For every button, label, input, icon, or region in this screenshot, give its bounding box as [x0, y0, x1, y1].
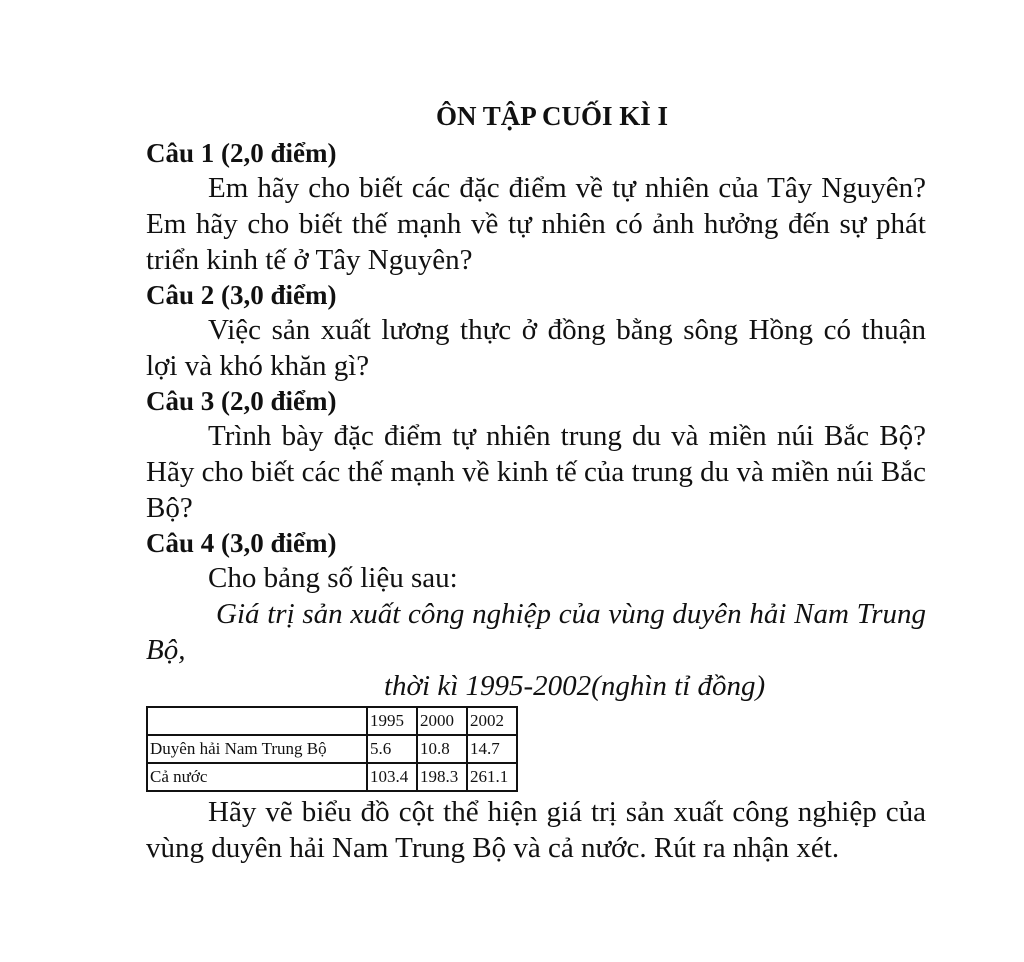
table-header-cell: 2002: [467, 707, 517, 735]
data-table: [146, 706, 518, 792]
table-header-cell: 1995: [367, 707, 417, 735]
table-cell: 261.1: [467, 763, 517, 791]
table-row: [147, 763, 517, 791]
table-cell: Cả nước: [147, 763, 367, 791]
question-1-heading: Câu 1 (2,0 điểm): [146, 138, 337, 168]
table-cell: 198.3: [417, 763, 467, 791]
table-header-cell: [147, 707, 367, 735]
document-page: [146, 96, 926, 866]
table-header-row: [147, 707, 517, 735]
table-cell: 10.8: [417, 735, 467, 763]
table-header-cell: 2000: [417, 707, 467, 735]
question-3-heading: Câu 3 (2,0 điểm): [146, 386, 337, 416]
page-title: ÔN TẬP CUỐI KÌ I: [435, 101, 669, 131]
question-4-intro: Cho bảng số liệu sau:: [208, 562, 458, 594]
question-1-text: Em hãy cho biết các đặc điểm về tự nhiên của Tây Nguyên?Em hãy cho biết thế mạnh về tự nhiên có ảnh hưởng đến sự phát triển kinh tế ở Tây Nguyên?: [146, 172, 926, 276]
table-cell: 5.6: [367, 735, 417, 763]
table-row: [147, 735, 517, 763]
question-4-text: Hãy vẽ biểu đồ cột thể hiện giá trị sản xuất công nghiệp của vùng duyên hải Nam Trung Bộ và cả nước. Rút ra nhận xét.: [146, 796, 926, 864]
table-cell: 14.7: [467, 735, 517, 763]
table-caption-line-1: Giá trị sản xuất công nghiệp của vùng duyên hải Nam Trung Bộ,: [146, 598, 926, 666]
table-cell: 103.4: [367, 763, 417, 791]
question-2-heading: Câu 2 (3,0 điểm): [146, 280, 337, 310]
question-4-heading: Câu 4 (3,0 điểm): [146, 528, 337, 558]
question-2-text: Việc sản xuất lương thực ở đồng bằng sông Hồng có thuận lợi và khó khăn gì?: [146, 314, 926, 382]
table-cell: Duyên hải Nam Trung Bộ: [147, 735, 367, 763]
question-3-text: Trình bày đặc điểm tự nhiên trung du và miền núi Bắc Bộ? Hãy cho biết các thế mạnh về kinh tế của trung du và miền núi Bắc Bộ?: [146, 420, 926, 524]
table-caption-line-2: thời kì 1995-2002(nghìn tỉ đồng): [384, 670, 766, 702]
